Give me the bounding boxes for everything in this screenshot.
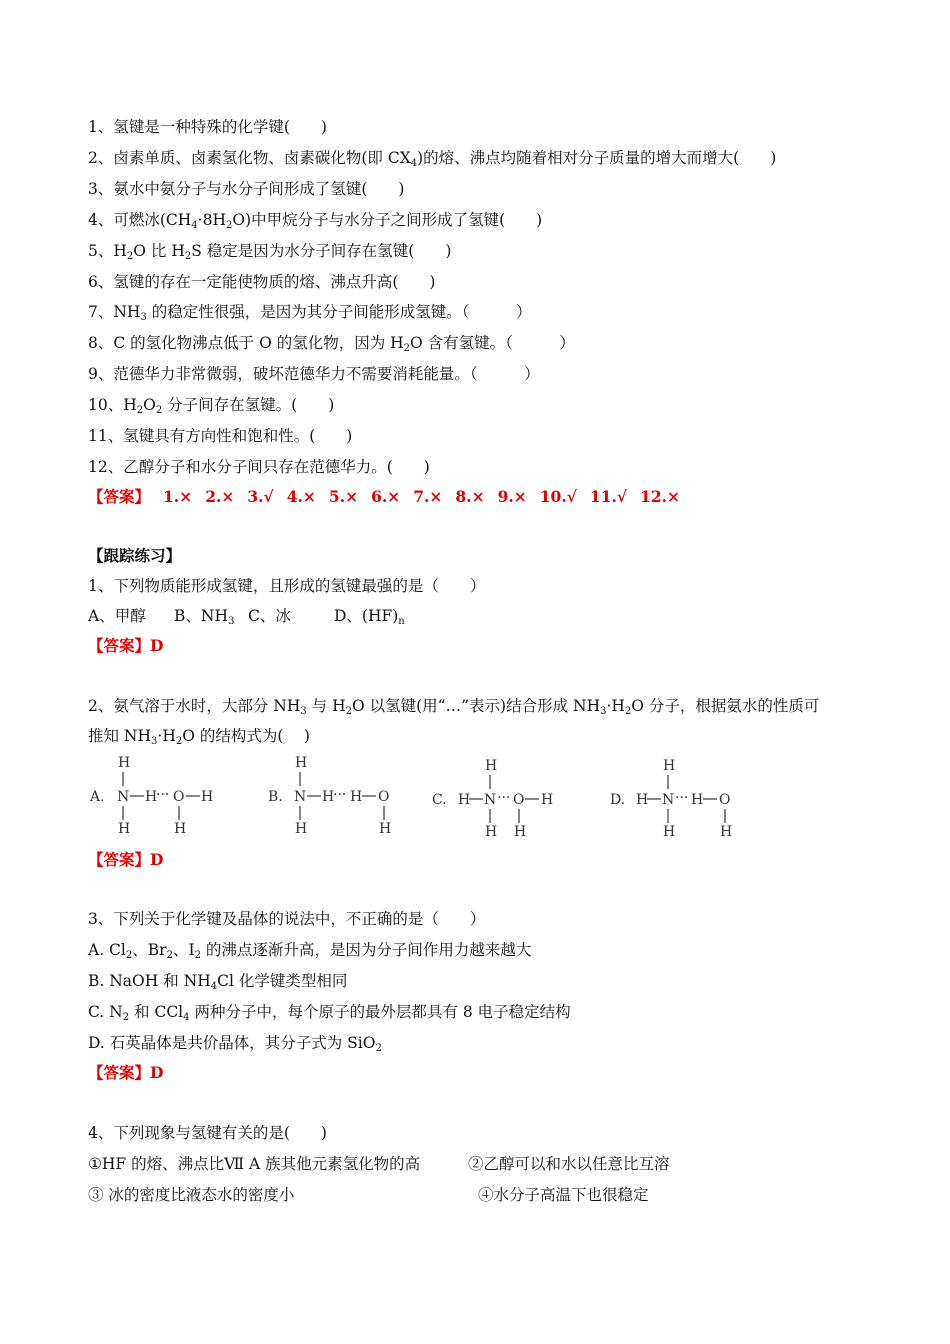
svg-text:C.: C. — [432, 792, 447, 808]
structural-formulas-figure — [80, 752, 780, 840]
question-12: 12、乙醇分子和水分子间只存在范德华力。( ) — [88, 458, 430, 476]
svg-text:H: H — [720, 824, 733, 840]
practice-2-question-line2: 推知 $NH_3\cdot H_2O$ 的结构式为( ) — [88, 727, 310, 747]
svg-text:H: H — [691, 792, 704, 808]
practice-3-option-c: C. $N_2$ 和 CCl$_4$ 两种分子中，每个原子的最外层都具有 8 电子稳定结构 — [88, 1003, 571, 1023]
svg-text:N: N — [662, 792, 675, 808]
svg-text:H: H — [379, 821, 392, 837]
svg-text:H: H — [485, 824, 498, 840]
structure-option-c — [432, 758, 553, 840]
practice-3-answer: 【答案】D — [88, 1063, 164, 1082]
svg-text:H: H — [295, 821, 308, 837]
practice-3-question: 3、下列关于化学键及晶体的说法中，不正确的是（ ） — [88, 910, 486, 928]
practice-3-option-a: A. $Cl_2$、$Br_2$、$I_2$ 的沸点逐渐升高，是因为分子间作用力越来越大 — [88, 941, 532, 961]
practice-4-question: 4、下列现象与氢键有关的是( ) — [88, 1124, 327, 1142]
question-5: 5、$H_2O$ 比 $H_2S$ 稳定是因为水分子间存在氢键( ) — [88, 242, 452, 262]
question-3: 3、氨水中氨分子与水分子间形成了氢键( ) — [88, 180, 405, 198]
structure-option-d — [610, 758, 732, 840]
svg-text:···: ··· — [675, 790, 689, 806]
svg-text:···: ··· — [156, 787, 170, 803]
svg-text:H: H — [322, 789, 335, 805]
question-8: 8、C 的氢化物沸点低于 O 的氢化物，因为 $H_2O$ 含有氢键。（ ） — [88, 334, 575, 354]
svg-text:H: H — [636, 792, 649, 808]
practice-1-question: 1、下列物质能形成氢键，且形成的氢键最强的是（ ） — [88, 577, 486, 595]
svg-text:B.: B. — [268, 789, 283, 805]
structure-option-b — [268, 755, 391, 837]
structure-option-a — [89, 755, 213, 837]
practice-3-option-d: D. 石英晶体是共价晶体，其分子式为 SiO$_2$ — [88, 1034, 382, 1054]
svg-text:H: H — [485, 758, 498, 774]
svg-text:···: ··· — [497, 790, 511, 806]
svg-text:H: H — [201, 789, 214, 805]
svg-text:H: H — [145, 789, 158, 805]
practice-2-answer: 【答案】D — [88, 850, 164, 869]
practice-3-option-b: B. NaOH 和 $NH_4Cl$ 化学键类型相同 — [88, 972, 348, 992]
question-9: 9、范德华力非常微弱，破坏范德华力不需要消耗能量。（ ） — [88, 365, 540, 383]
svg-text:H: H — [295, 755, 308, 771]
question-11: 11、氢键具有方向性和饱和性。( ) — [88, 427, 353, 445]
question-4: 4、可燃冰$(CH_4\cdot 8H_2O)$中甲烷分子与水分子之间形成了氢键( ) — [88, 211, 543, 231]
practice-4-options-row2: ③ 冰的密度比液态水的密度小 ④水分子高温下也很稳定 — [88, 1186, 649, 1204]
svg-text:H: H — [118, 755, 131, 771]
svg-text:D.: D. — [610, 792, 626, 808]
practice-1-answer: 【答案】D — [88, 636, 164, 655]
svg-text:A.: A. — [90, 789, 105, 805]
svg-text:N: N — [117, 789, 130, 805]
question-10: 10、$H_2O_2$ 分子间存在氢键。( ) — [88, 396, 335, 416]
svg-text:H: H — [350, 789, 363, 805]
question-7: 7、$NH_3$ 的稳定性很强，是因为其分子间能形成氢键。（ ） — [88, 303, 532, 323]
question-1: 1、氢键是一种特殊的化学键( ) — [88, 118, 327, 136]
svg-text:H: H — [663, 824, 676, 840]
section-title: 【跟踪练习】 — [88, 546, 182, 565]
practice-4-options-row1: ①HF 的熔、沸点比Ⅶ A 族其他元素氢化物的高 ②乙醇可以和水以任意比互溶 — [88, 1155, 670, 1173]
question-6: 6、氢键的存在一定能使物质的熔、沸点升高( ) — [88, 273, 436, 291]
svg-text:O: O — [378, 789, 390, 805]
svg-text:N: N — [294, 789, 307, 805]
svg-text:O: O — [513, 792, 525, 808]
svg-text:H: H — [118, 821, 131, 837]
question-2: 2、卤素单质、卤素氢化物、卤素碳化物(即 $CX_4$)的熔、沸点均随着相对分子质量的增大而增大( ) — [88, 149, 777, 169]
svg-text:H: H — [541, 792, 554, 808]
answer-key-section1: 【答案】 1.× 2.× 3.√ 4.× 5.× 6.× 7.× 8.× 9.× 10.√ 11.√ 12.× — [88, 487, 681, 506]
svg-text:N: N — [484, 792, 497, 808]
practice-2-question-line1: 2、氨气溶于水时，大部分 $NH_3$ 与 $H_2O$ 以氢键(用“…”表示)结合形成 $NH_3\cdot H_2O$ 分子，根据氨水的性质可 — [88, 697, 820, 717]
svg-text:O: O — [173, 789, 185, 805]
svg-text:H: H — [663, 758, 676, 774]
svg-text:O: O — [719, 792, 731, 808]
practice-1-options: A、甲醇 B、$NH_3$ C、冰 D、$(HF)_n$ — [88, 607, 405, 627]
svg-text:H: H — [458, 792, 471, 808]
svg-text:H: H — [514, 824, 527, 840]
svg-text:H: H — [174, 821, 187, 837]
svg-text:···: ··· — [333, 787, 347, 803]
